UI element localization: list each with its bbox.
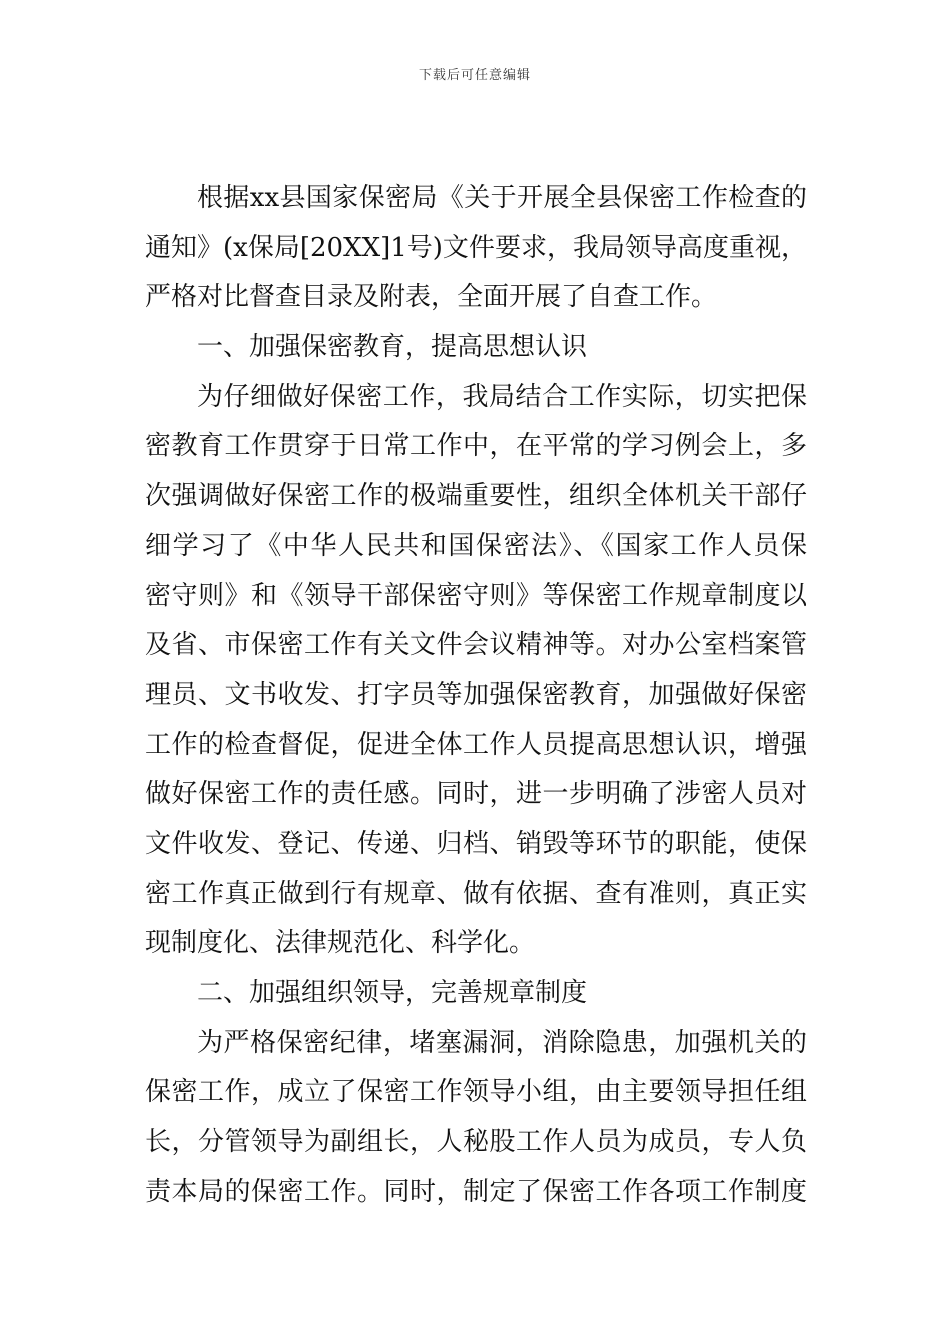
paragraph-line: 密守则》和《领导干部保密守则》等保密工作规章制度以 [145, 580, 807, 611]
paragraph-line: 通知》(x保局[20XX]1号)文件要求，我局领导高度重视， [145, 232, 807, 263]
paragraph-line: 次强调做好保密工作的极端重要性，组织全体机关干部仔 [145, 481, 807, 512]
section-heading [145, 969, 807, 1019]
heading-line: 一、加强保密教育，提高思想认识 [197, 332, 588, 363]
paragraph-line: 保密工作，成立了保密工作领导小组，由主要领导担任组 [145, 1077, 807, 1108]
paragraph-line: 现制度化、法律规范化、科学化。 [145, 928, 536, 959]
section-heading [145, 323, 807, 373]
paragraph-line: 细学习了《中华人民共和国保密法》、《国家工作人员保 [145, 530, 807, 561]
paragraph-line: 为严格保密纪律，堵塞漏洞，消除隐患，加强机关的 [197, 1027, 807, 1058]
paragraph-line: 及省、市保密工作有关文件会议精神等。对办公室档案管 [145, 630, 807, 661]
paragraph [145, 174, 807, 323]
paragraph-line: 为仔细做好保密工作，我局结合工作实际，切实把保 [197, 381, 807, 412]
heading-line: 二、加强组织领导，完善规章制度 [197, 978, 588, 1008]
paragraph-line: 根据xx县国家保密局《关于开展全县保密工作检查的 [197, 183, 807, 213]
paragraph-line: 文件收发、登记、传递、归档、销毁等环节的职能，使保 [145, 828, 807, 859]
paragraph [145, 373, 807, 969]
page-header: 下载后可任意编辑 [418, 68, 531, 83]
paragraph-line: 理员、文书收发、打字员等加强保密教育，加强做好保密 [145, 679, 807, 710]
paragraph [145, 1019, 807, 1218]
paragraph-line: 长，分管领导为副组长，人秘股工作人员为成员，专人负 [145, 1127, 807, 1158]
paragraph-line: 工作的检查督促，促进全体工作人员提高思想认识，增强 [145, 729, 807, 760]
document-body [145, 174, 807, 1217]
paragraph-line: 密工作真正做到行有规章、做有依据、查有准则，真正实 [145, 878, 807, 909]
paragraph-line: 密教育工作贯穿于日常工作中，在平常的学习例会上，多 [145, 431, 807, 462]
paragraph-line: 做好保密工作的责任感。同时，进一步明确了涉密人员对 [145, 779, 807, 810]
paragraph-line: 责本局的保密工作。同时，制定了保密工作各项工作制度 [145, 1176, 807, 1207]
paragraph-line: 严格对比督查目录及附表，全面开展了自查工作。 [145, 282, 718, 313]
